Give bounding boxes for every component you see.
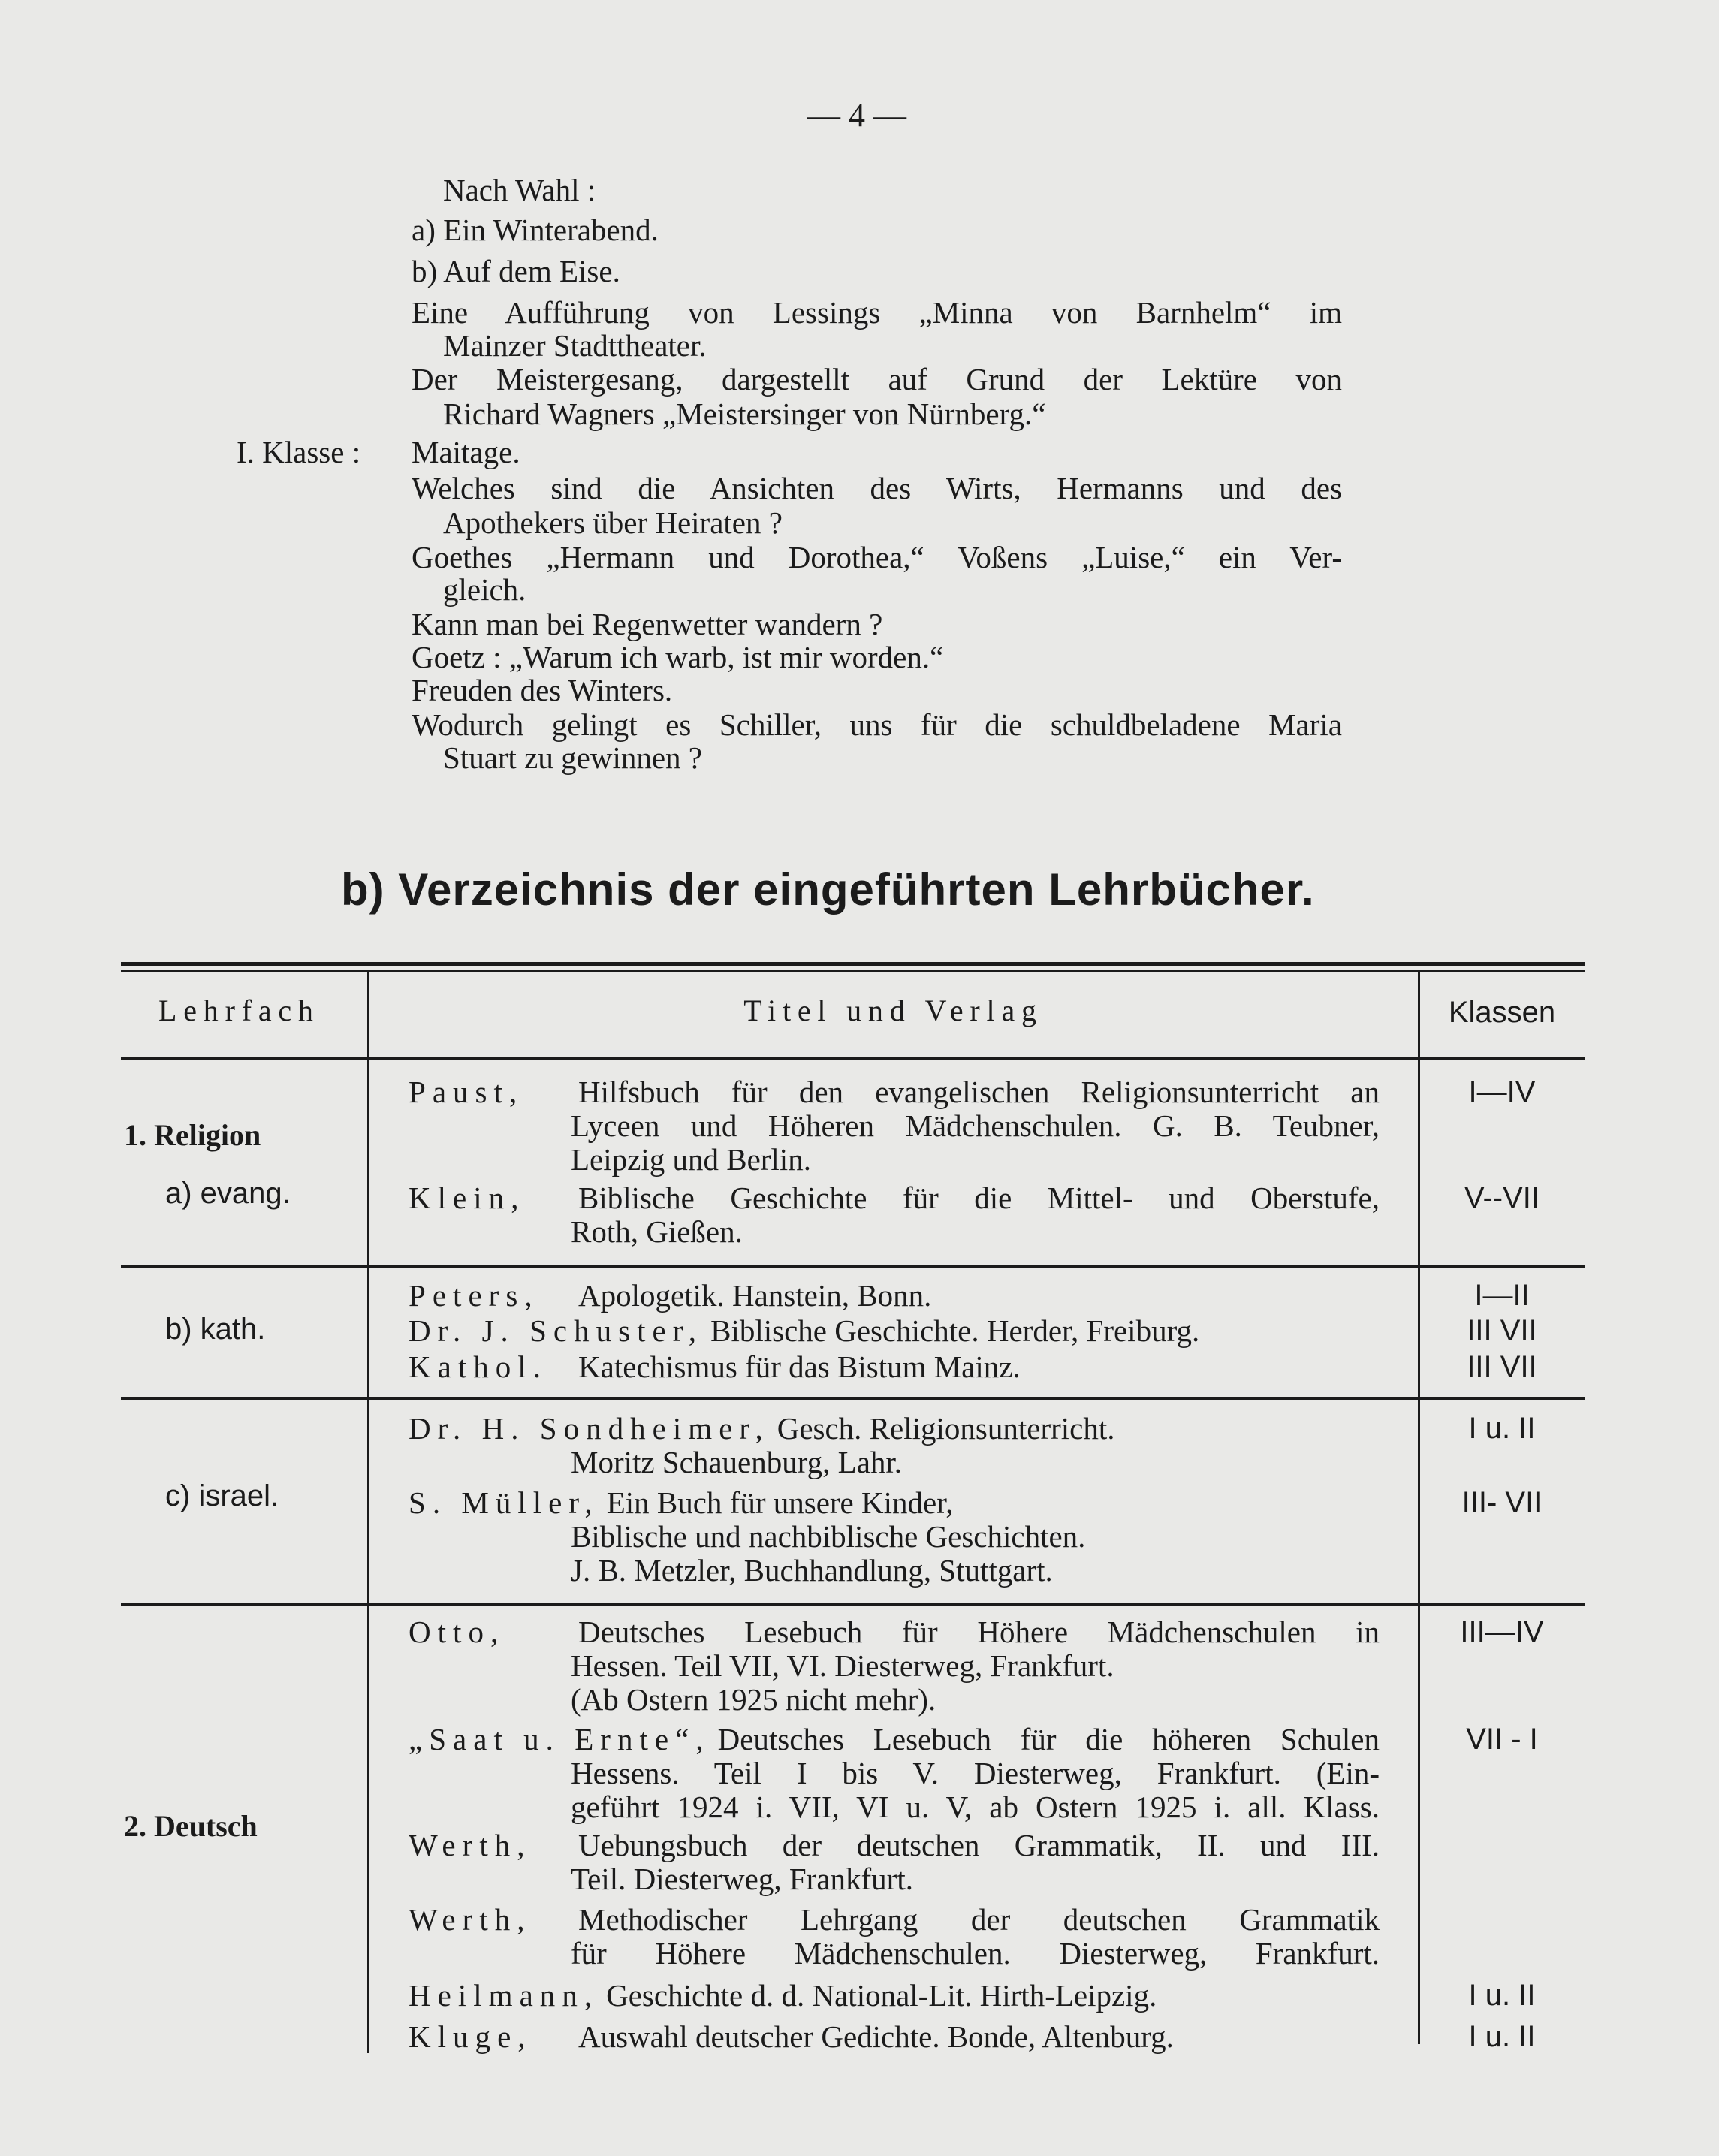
- table-row: [409, 1613, 1380, 1651]
- entry-title-line: Biblische Geschichte. Herder, Freiburg.: [710, 1313, 1200, 1348]
- section-rule: [121, 1397, 1585, 1400]
- entry-author: „Saat u. Ernte“,: [409, 1722, 710, 1756]
- topic-line: Eine Aufführung von Lessings „Minna von Barnhelm“ im: [412, 295, 1342, 330]
- table-row: [409, 1179, 1380, 1217]
- entry-author: Kathol.: [409, 1349, 547, 1384]
- entry-title-line: Hessen. Teil VII, VI. Diesterweg, Frankfurt.: [571, 1648, 1114, 1683]
- entry-title-line: für Höhere Mädchenschulen. Diesterweg, Frankfurt.: [571, 1936, 1380, 1971]
- header-title: Titel und Verlag: [743, 994, 1043, 1027]
- topic-line: Richard Wagners „Meistersinger von Nürnberg.“: [443, 397, 1046, 431]
- table-row: [409, 1826, 1380, 1864]
- entry-author: Werth,: [409, 1828, 532, 1862]
- entry-title-line: Biblische und nachbiblische Geschichten.: [571, 1519, 1086, 1554]
- entry-classes: III- VII: [1461, 1486, 1543, 1519]
- entry-title-line: Auswahl deutscher Gedichte. Bonde, Altenburg.: [578, 2019, 1174, 2054]
- entry-title-line: Hilfsbuch für den evangelischen Religionsunterricht an: [578, 1075, 1380, 1109]
- entry-title-line: Apologetik. Hanstein, Bonn.: [578, 1278, 932, 1313]
- entry-title-line: Moritz Schauenburg, Lahr.: [571, 1445, 903, 1479]
- table-row: [409, 1312, 1380, 1349]
- table-row: [409, 1720, 1380, 1758]
- entry-title-line: Hessens. Teil I bis V. Diesterweg, Frankfurt. (Ein-: [571, 1756, 1380, 1790]
- entry-classes: III VII: [1467, 1350, 1537, 1383]
- topic-line: Freuden des Winters.: [412, 673, 673, 707]
- entry-classes: V--VII: [1464, 1181, 1540, 1214]
- topic-line: Welches sind die Ansichten des Wirts, Hermanns und des: [412, 471, 1342, 505]
- entry-author: Klein,: [409, 1181, 526, 1215]
- entry-author: Kluge,: [409, 2019, 532, 2054]
- entry-classes: I—IV: [1468, 1075, 1536, 1108]
- topic-line: gleich.: [443, 572, 526, 607]
- entry-title-line: Deutsches Lesebuch für die höheren Schulen: [717, 1722, 1380, 1756]
- header-subject: Lehrfach: [158, 994, 320, 1027]
- table-row: [409, 1073, 1380, 1111]
- table-row: [409, 1348, 1380, 1386]
- topic-line: Stuart zu gewinnen ?: [443, 740, 702, 775]
- entry-title-line: Roth, Gießen.: [571, 1214, 743, 1249]
- topic-line: b) Auf dem Eise.: [412, 254, 620, 288]
- topic-line: a) Ein Winterabend.: [412, 213, 659, 247]
- table-top-rule-thin: [121, 970, 1585, 972]
- entry-author: S. Müller,: [409, 1485, 599, 1520]
- subject-religion: 1. Religion: [124, 1118, 261, 1152]
- entry-title-line: geführt 1924 i. VII, VI u. V, ab Ostern 1925 i. all. Klass.: [571, 1790, 1380, 1824]
- entry-title-line: Biblische Geschichte für die Mittel- und Oberstufe,: [578, 1181, 1380, 1215]
- entry-classes: I u. II: [1468, 1412, 1536, 1445]
- entry-title-line: Methodischer Lehrgang der deutschen Grammatik: [578, 1902, 1380, 1937]
- topic-line: Kann man bei Regenwetter wandern ?: [412, 607, 883, 641]
- table-row: [409, 1410, 1380, 1447]
- entry-title-line: Teil. Diesterweg, Frankfurt.: [571, 1862, 913, 1896]
- entry-classes: VII - I: [1466, 1723, 1538, 1756]
- entry-author: Otto,: [409, 1615, 505, 1649]
- entry-title-line: J. B. Metzler, Buchhandlung, Stuttgart.: [571, 1553, 1053, 1588]
- table-row: [409, 1977, 1380, 2014]
- entry-author: Heilmann,: [409, 1978, 599, 2013]
- entry-title-line: Uebungsbuch der deutschen Grammatik, II. und III.: [578, 1828, 1380, 1862]
- entry-title-line: Lyceen und Höheren Mädchenschulen. G. B. Teubner,: [571, 1108, 1380, 1143]
- header-classes: Klassen: [1448, 996, 1556, 1029]
- page-number: — 4 —: [807, 97, 906, 134]
- topic-line: Mainzer Stadttheater.: [443, 328, 707, 363]
- column-divider: [367, 972, 369, 2053]
- subject-evang: a) evang.: [165, 1177, 291, 1210]
- class-label: I. Klasse :: [237, 435, 361, 469]
- subject-kath: b) kath.: [165, 1313, 266, 1346]
- entry-title-line: Gesch. Religionsunterricht.: [777, 1411, 1115, 1446]
- table-top-rule: [121, 962, 1585, 966]
- table-row: [409, 2018, 1380, 2055]
- entry-title-line: (Ab Ostern 1925 nicht mehr).: [571, 1682, 936, 1717]
- entry-author: Werth,: [409, 1902, 532, 1937]
- entry-classes: III—IV: [1460, 1615, 1544, 1648]
- entry-title-line: Ein Buch für unsere Kinder,: [606, 1485, 954, 1520]
- subject-deutsch: 2. Deutsch: [124, 1809, 258, 1843]
- entry-title-line: Katechismus für das Bistum Mainz.: [578, 1349, 1021, 1384]
- topic-line: Nach Wahl :: [443, 173, 596, 207]
- entry-classes: I u. II: [1468, 2020, 1536, 2053]
- topic-line: Maitage.: [412, 435, 520, 469]
- entry-classes: I u. II: [1468, 1979, 1536, 2012]
- topic-line: Wodurch gelingt es Schiller, uns für die schuldbeladene Maria: [412, 707, 1342, 742]
- table-row: [409, 1484, 1380, 1521]
- entry-title-line: Deutsches Lesebuch für Höhere Mädchenschulen in: [578, 1615, 1380, 1649]
- subject-israel: c) israel.: [165, 1479, 279, 1512]
- entry-author: Peters,: [409, 1278, 539, 1313]
- table-row: [409, 1901, 1380, 1938]
- entry-author: Paust,: [409, 1075, 524, 1109]
- topic-line: Goethes „Hermann und Dorothea,“ Voßens „Luise,“ ein Ver-: [412, 540, 1342, 574]
- entry-author: Dr. H. Sondheimer,: [409, 1411, 770, 1446]
- topic-line: Apothekers über Heiraten ?: [443, 505, 783, 540]
- entry-classes: I—II: [1474, 1279, 1530, 1312]
- section-rule: [121, 1265, 1585, 1268]
- entry-title-line: Geschichte d. d. National-Lit. Hirth-Leipzig.: [606, 1978, 1157, 2013]
- entry-classes: III VII: [1467, 1314, 1537, 1347]
- topic-line: Goetz : „Warum ich warb, ist mir worden.“: [412, 640, 944, 674]
- header-rule: [121, 1057, 1585, 1060]
- section-rule: [121, 1603, 1585, 1606]
- entry-author: Dr. J. Schuster,: [409, 1313, 704, 1348]
- entry-title-line: Leipzig und Berlin.: [571, 1142, 811, 1177]
- column-divider: [1418, 972, 1420, 2044]
- topic-line: Der Meistergesang, dargestellt auf Grund der Lektüre von: [412, 362, 1342, 397]
- section-heading: b) Verzeichnis der eingeführten Lehrbücher.: [341, 864, 1315, 915]
- table-row: [409, 1277, 1380, 1314]
